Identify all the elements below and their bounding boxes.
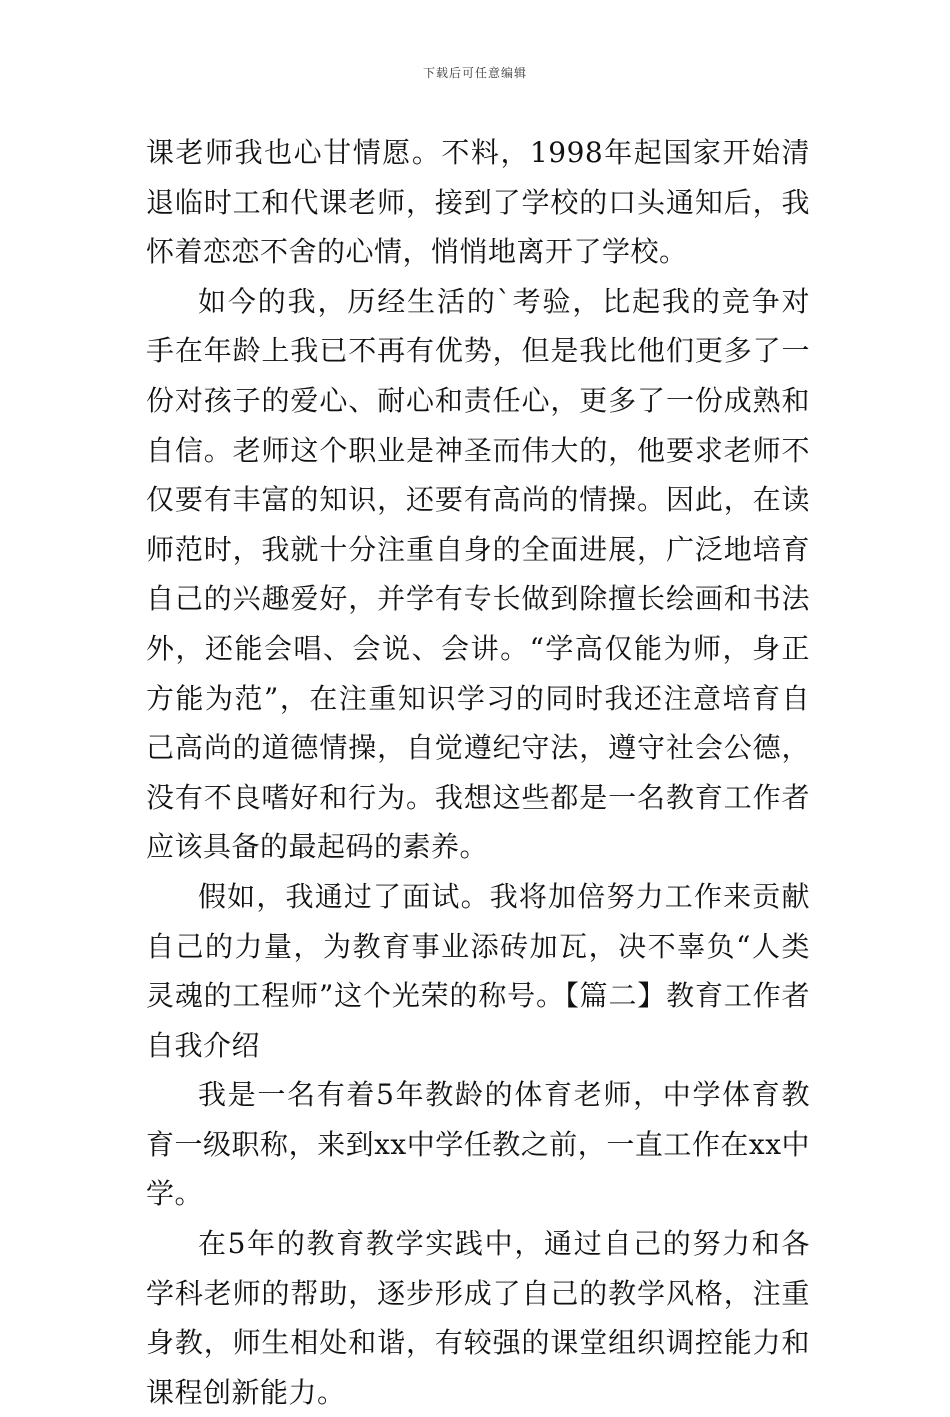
- paragraph-teaching-practice: 在5年的教育教学实践中，通过自己的努力和各学科老师的帮助，逐步形成了自己的教学风格，注重身教，师生相处和谐，有较强的课堂组织调控能力和课程创新能力。: [146, 1227, 810, 1409]
- document-body: [146, 128, 810, 1417]
- page-header: 下载后可任意编辑: [422, 66, 527, 80]
- paragraph-continuation: 课老师我也心甘情愿。不料，1998年起国家开始清退临时工和代课老师，接到了学校的口头通知后，我怀着恋恋不舍的心情，悄悄地离开了学校。: [146, 136, 810, 269]
- paragraph-experience: 如今的我，历经生活的`考验，比起我的竞争对手在年龄上我已不再有优势，但是我比他们更多了一份对孩子的爱心、耐心和责任心，更多了一份成熟和自信。老师这个职业是神圣而伟大的，他要求老师不仅要有丰富的知识，还要有高尚的情操。因此，在读师范时，我就十分注重自身的全面进展，广泛地培育自己的兴趣爱好，并学有专长做到除擅长绘画和书法外，还能会唱、会说、会讲。“学高仅能为师，身正方能为范”，在注重知识学习的同时我还注意培育自己高尚的道德情操，自觉遵纪守法，遵守社会公德，没有不良嗜好和行为。我想这些都是一名教育工作者应该具备的最起码的素养。: [146, 284, 810, 864]
- paragraph-self-intro: 我是一名有着5年教龄的体育老师，中学体育教育一级职称，来到xx中学任教之前，一直工作在xx中学。: [146, 1078, 810, 1211]
- paragraph-interview: 假如，我通过了面试。我将加倍努力工作来贡献自己的力量，为教育事业添砖加瓦，决不辜负“人类灵魂的工程师”这个光荣的称号。【篇二】教育工作者自我介绍: [146, 879, 810, 1062]
